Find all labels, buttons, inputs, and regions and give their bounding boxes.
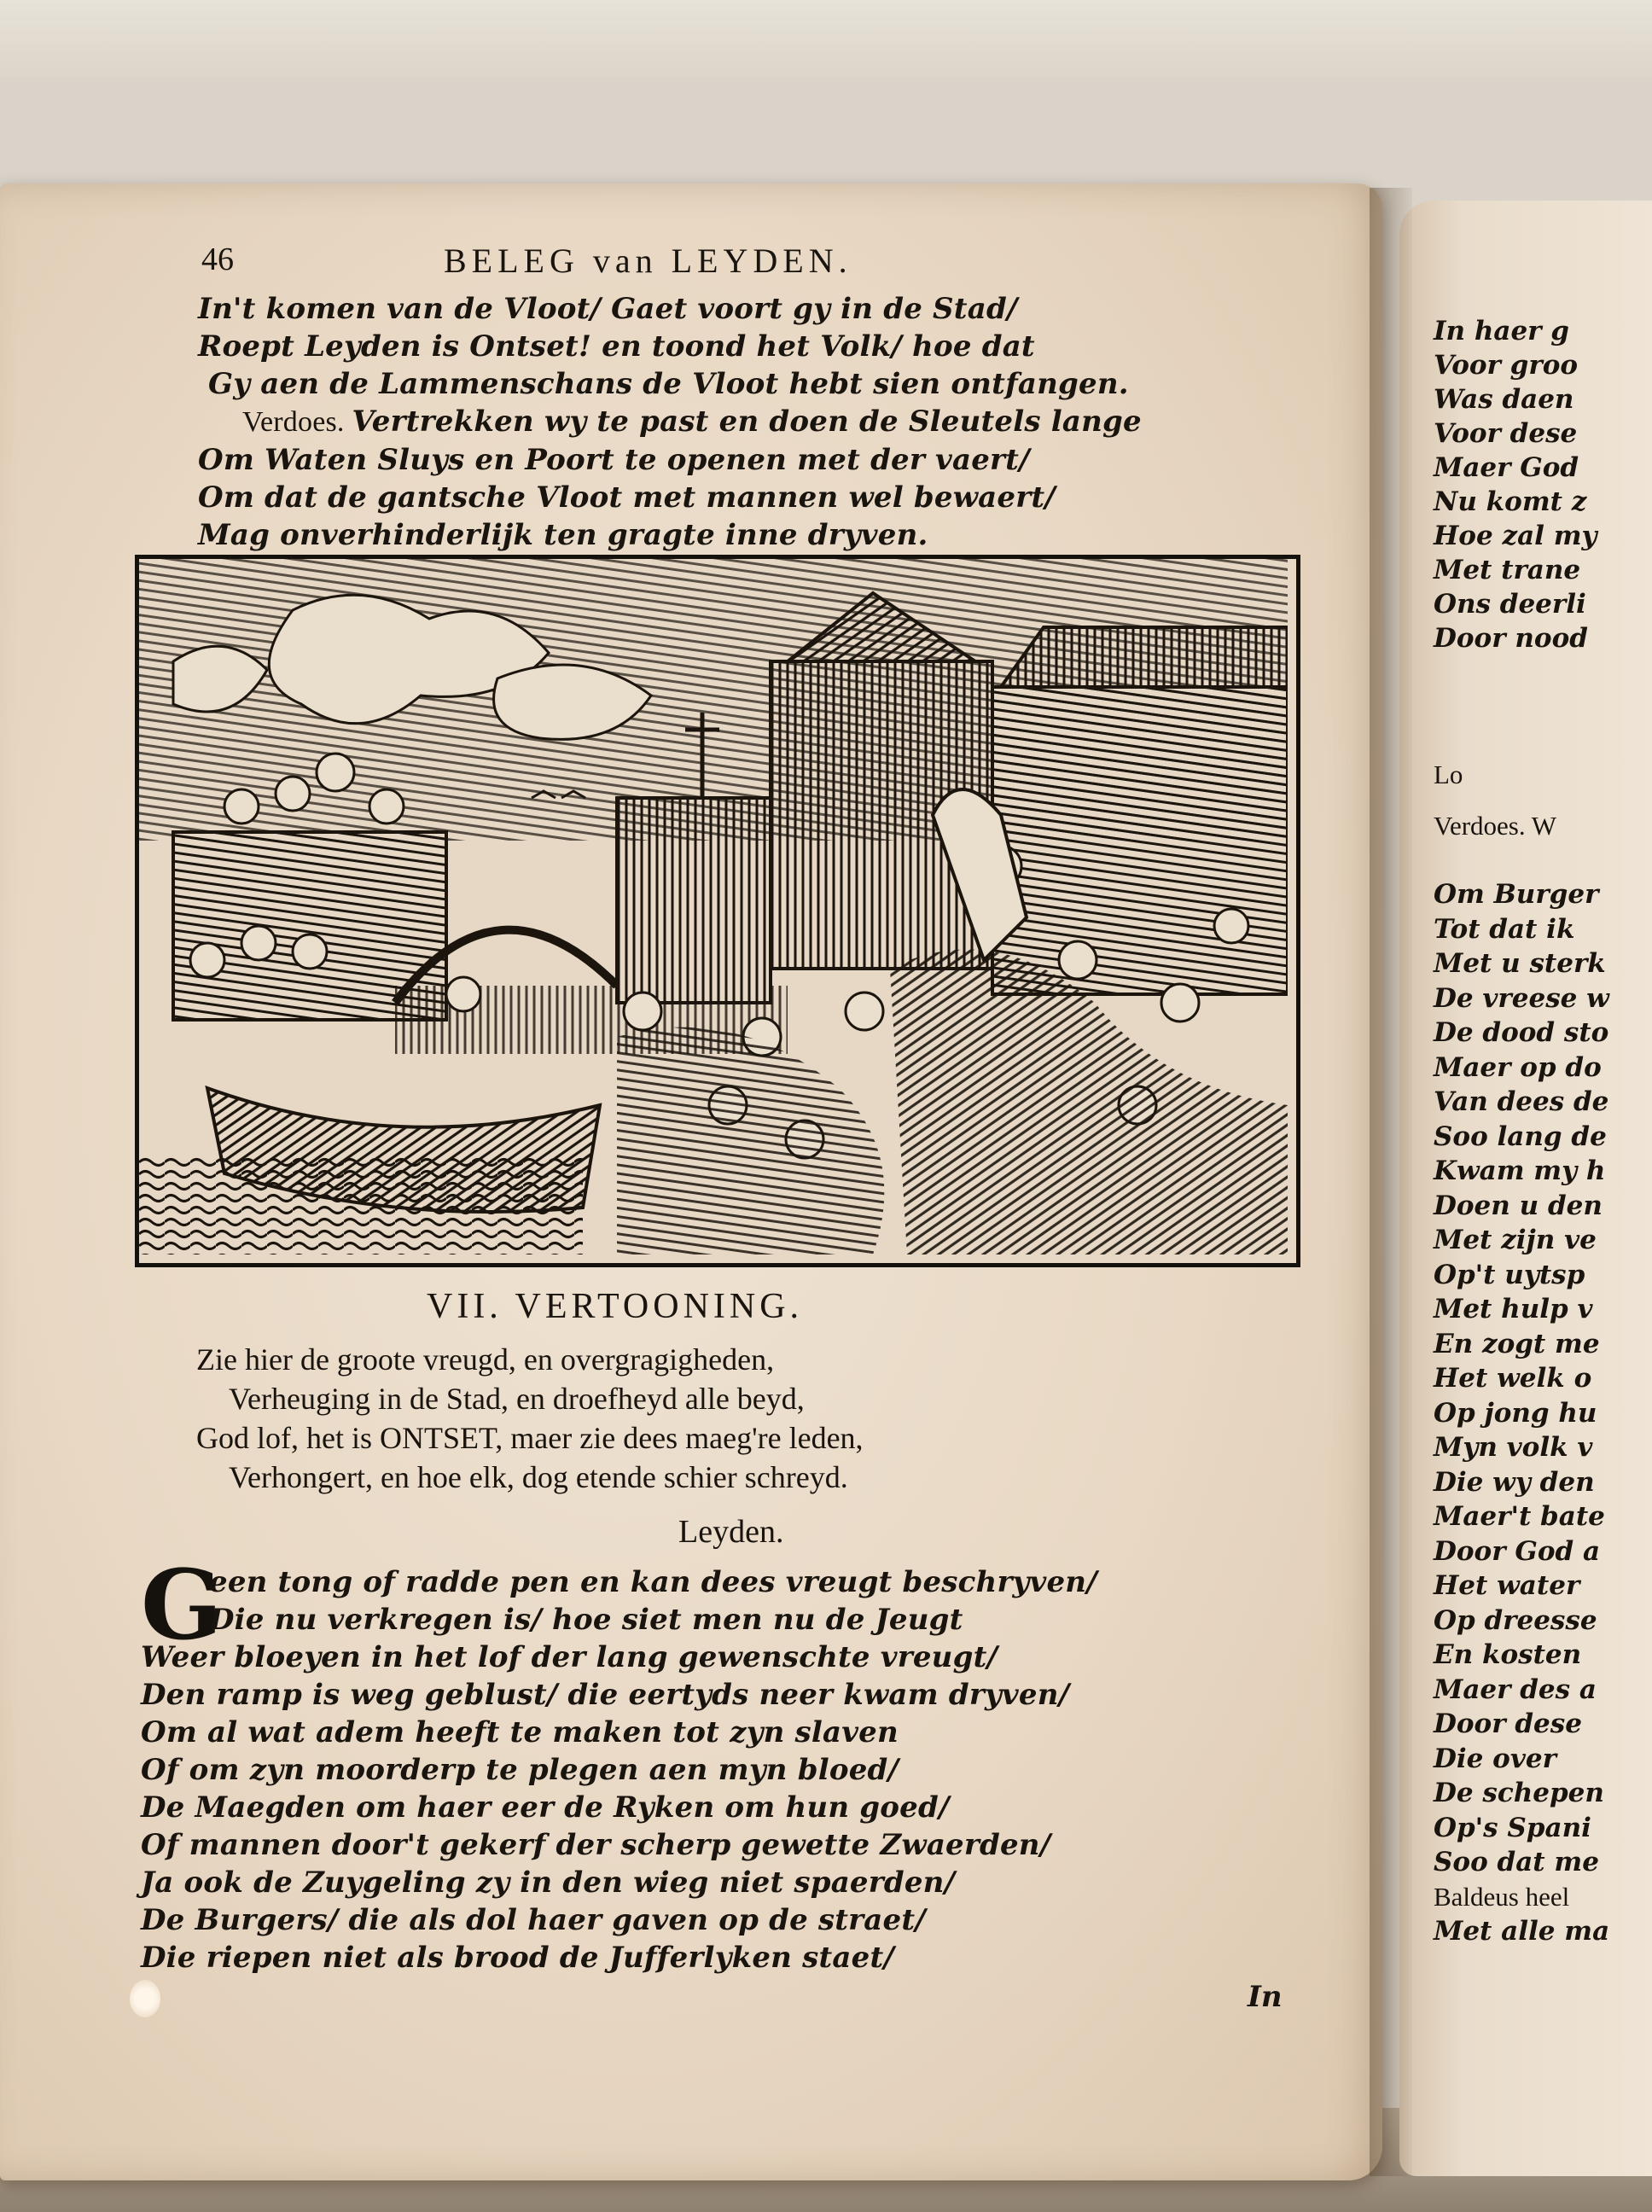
right-page-line: Tot dat ik (1434, 913, 1575, 945)
speech-line: Die riepen niet als brood de Jufferlyken staet/ (141, 1941, 894, 1975)
right-page-line: Maer't bate (1434, 1501, 1605, 1532)
verse-line (198, 516, 1142, 554)
stanza-line: Verheuging in de Stad, en droefheyd alle beyd, (229, 1382, 805, 1416)
woodcut-relief-icon (139, 559, 1288, 1254)
verse-text: In't komen van de Vloot/ Gaet voort gy in de Stad/ (198, 292, 1018, 326)
right-page-line: En kosten (1434, 1639, 1582, 1670)
verse-line (198, 441, 1142, 479)
verse-text: Mag onverhinderlijk ten gragte inne dryven. (198, 518, 928, 552)
verse-top (198, 290, 1142, 554)
catchword: In (1248, 1980, 1283, 2014)
speaker-name: Verdoes. (242, 406, 352, 438)
speech-line: een tong of radde pen en kan dees vreugt beschryven/ (209, 1565, 1097, 1599)
woodcut-illustration (135, 555, 1300, 1267)
running-head: BELEG van LEYDEN. (444, 242, 852, 280)
right-page-line: Van dees de (1434, 1086, 1609, 1117)
right-page-line: Het water (1434, 1570, 1580, 1601)
right-page-line: Het welk o (1434, 1363, 1592, 1394)
drop-cap: G (141, 1550, 223, 1662)
right-page-line: Op dreesse (1434, 1604, 1597, 1636)
speech-line: Of om zyn moorderp te plegen aen myn bloed/ (141, 1753, 899, 1787)
speech-line: Die nu verkregen is/ hoe siet men nu de Jeugt (209, 1603, 963, 1637)
right-page-line: Nu komt z (1434, 486, 1587, 517)
right-page-line: Die wy den (1434, 1466, 1595, 1498)
speech-line: Om al wat adem heeft te maken tot zyn slaven (141, 1715, 899, 1749)
right-page-line: En zogt me (1434, 1328, 1600, 1359)
right-page-line: Ons deerli (1434, 589, 1586, 620)
right-page-line: Soo dat me (1434, 1847, 1599, 1877)
paper-hole (130, 1980, 160, 2017)
verse-text: Om dat de gantsche Vloot met mannen wel bewaert/ (198, 480, 1056, 515)
verse-line (198, 290, 1142, 328)
right-page-line: Baldeus heel (1434, 1881, 1570, 1912)
verse-text: Gy aen de Lammenschans de Vloot hebt sien ontfangen. (208, 367, 1129, 401)
right-page-line: Doen u den (1434, 1190, 1603, 1221)
right-page-line: Voor groo (1434, 350, 1579, 381)
verse-line (198, 328, 1142, 365)
right-page-line: Door God a (1434, 1535, 1601, 1567)
speech-text (141, 1550, 1097, 1976)
right-page-line: In haer g (1434, 316, 1569, 346)
right-page-line: Met alle ma (1434, 1916, 1610, 1947)
right-page-line: Op jong hu (1434, 1397, 1597, 1429)
right-page-line: Op't uytsp (1434, 1259, 1585, 1290)
right-page-line: Met u sterk (1434, 948, 1606, 979)
right-page-line: Lo (1434, 760, 1463, 789)
stanza (196, 1340, 864, 1497)
right-page-line: Met zijn ve (1434, 1225, 1597, 1255)
verse-text: Roept Leyden is Ontset! en toond het Volk/ hoe dat (198, 329, 1035, 364)
right-page-line: De schepen (1434, 1778, 1604, 1808)
right-page-line: Door dese (1434, 1708, 1582, 1739)
right-page-line: Myn volk v (1434, 1432, 1593, 1463)
right-page-line: Soo lang de (1434, 1121, 1607, 1152)
verse-line (198, 365, 1142, 403)
verse-text: Om Waten Sluys en Poort te openen met der vaert/ (198, 443, 1030, 477)
book-gutter (1370, 188, 1412, 2176)
section-title: VII. VERTOONING. (427, 1287, 804, 1326)
speech-line: De Maegden om haer eer de Ryken om hun goed/ (141, 1790, 950, 1825)
stanza-line: Verhongert, en hoe elk, dog etende schier schreyd. (229, 1460, 848, 1494)
right-page-line: Kwam my h (1434, 1155, 1606, 1186)
verse-line (198, 479, 1142, 516)
speech-heading: Leyden. (678, 1514, 784, 1550)
stanza-line: Zie hier de groote vreugd, en overgragigheden, (196, 1342, 775, 1377)
right-page-line: Maer des a (1434, 1674, 1597, 1705)
table-surface (0, 0, 1652, 77)
right-page-line: De dood sto (1434, 1017, 1609, 1048)
speech-line: Den ramp is weg geblust/ die eertyds neer kwam dryven/ (141, 1678, 1070, 1712)
stanza-line: God lof, het is ONTSET, maer zie dees maeg're leden, (196, 1421, 864, 1455)
right-page-line: Met trane (1434, 555, 1581, 585)
speech-line: Of mannen door't gekerf der scherp gewette Zwaerden/ (141, 1828, 1051, 1862)
right-page-line: Die over (1434, 1743, 1556, 1774)
page-number: 46 (201, 242, 234, 277)
right-page-line: Maer op do (1434, 1051, 1602, 1083)
verse-line (198, 403, 1142, 441)
speech-line: Ja ook de Zuygeling zy in den wieg niet spaerden/ (141, 1866, 956, 1900)
speech-line: Weer bloeyen in het lof der lang gewenschte vreugt/ (141, 1640, 998, 1674)
right-page-line: De vreese w (1434, 982, 1609, 1014)
right-page-line: Voor dese (1434, 418, 1578, 449)
right-page-line: Op's Spani (1434, 1812, 1591, 1843)
right-page-line: Was daen (1434, 384, 1574, 415)
right-page-line: Maer God (1434, 452, 1579, 483)
right-page-line: Verdoes. W (1434, 811, 1557, 841)
right-page-line: Hoe zal my (1434, 521, 1597, 551)
right-page-line: Met hulp v (1434, 1294, 1593, 1324)
speech-line: De Burgers/ die als dol haer gaven op de straet/ (141, 1903, 926, 1937)
verse-text: Vertrekken wy te past en doen de Sleutels lange (352, 405, 1142, 439)
right-page-line: Door nood (1434, 623, 1588, 654)
right-page-line: Om Burger (1434, 879, 1599, 910)
